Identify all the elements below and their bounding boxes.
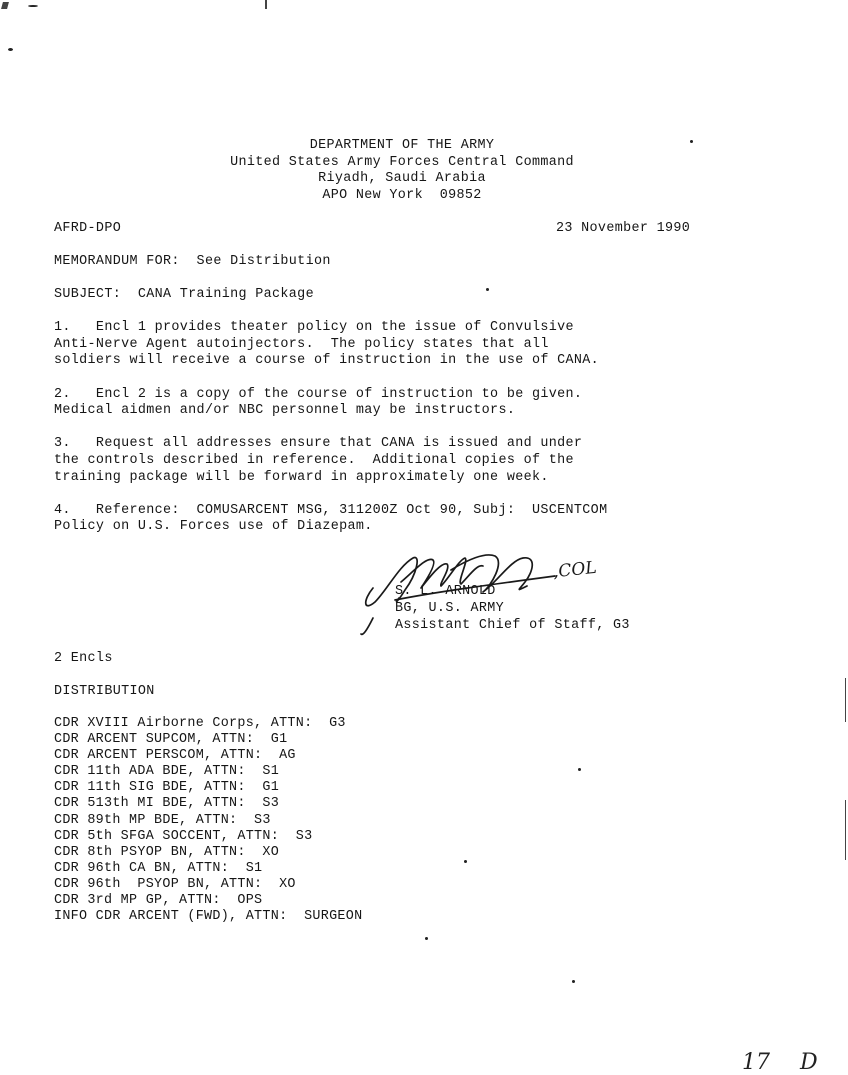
distribution-item: CDR 513th MI BDE, ATTN: S3 [54,796,280,812]
paragraph-2-line: Medical aidmen and/or NBC personnel may be instructors. [54,403,516,418]
signature-rank: BG, U.S. ARMY [395,601,505,616]
scan-edge-line [845,800,846,860]
distribution-item: INFO CDR ARCENT (FWD), ATTN: SURGEON [54,909,363,925]
handwritten-page-mark-b: D [800,1050,818,1075]
distribution-item: CDR ARCENT PERSCOM, ATTN: AG [54,748,296,764]
memo-subject: SUBJECT: CANA Training Package [54,287,314,302]
signature-name: S. L. ARNOLD [395,584,496,599]
distribution-item: CDR 11th ADA BDE, ATTN: S1 [54,764,280,780]
scan-speck [486,288,489,291]
distribution-heading: DISTRIBUTION [54,684,155,699]
handwritten-page-mark: 17 [742,1050,770,1075]
scan-speck [578,768,581,771]
distribution-item: CDR 11th SIG BDE, ATTN: G1 [54,780,280,796]
distribution-item: CDR ARCENT SUPCOM, ATTN: G1 [54,732,288,748]
scan-edge-line [845,678,846,722]
signature-handwritten-suffix: ,COL [552,557,598,583]
paragraph-3-line: 3. Request all addresses ensure that CANA is issued and under [54,436,583,451]
paragraph-2-line: 2. Encl 2 is a copy of the course of instruction to be given. [54,387,583,402]
scan-speck [690,140,693,143]
paragraph-3-line: the controls described in reference. Additional copies of the [54,453,574,468]
paragraph-1-line: 1. Encl 1 provides theater policy on the issue of Convulsive [54,320,574,335]
distribution-item: CDR 89th MP BDE, ATTN: S3 [54,812,271,828]
scan-tick-mark [265,0,267,9]
distribution-item: CDR 96th PSYOP BN, ATTN: XO [54,876,296,892]
paragraph-4-line: Policy on U.S. Forces use of Diazepam. [54,519,373,534]
scan-speck [8,48,13,51]
scan-speck [572,980,575,983]
signature-title: Assistant Chief of Staff, G3 [395,618,630,633]
paragraph-1-line: soldiers will receive a course of instruction in the use of CANA. [54,353,600,368]
enclosures-note: 2 Encls [54,651,113,666]
distribution-item: CDR XVIII Airborne Corps, ATTN: G3 [54,716,346,731]
paragraph-1-line: Anti-Nerve Agent autoinjectors. The policy states that all [54,337,549,352]
scan-speck [464,860,467,863]
distribution-item: CDR 8th PSYOP BN, ATTN: XO [54,844,280,860]
distribution-list [54,716,362,925]
paragraph-4-line: 4. Reference: COMUSARCENT MSG, 311200Z Oct 90, Subj: USCENTCOM [54,503,608,518]
scan-speck [425,937,428,940]
distribution-item: CDR 3rd MP GP, ATTN: OPS [54,893,263,909]
office-symbol: AFRD-DPO [54,221,122,236]
letterhead-department: DEPARTMENT OF THE ARMY [309,138,495,153]
memo-date: 23 November 1990 [556,221,691,236]
memorandum-for: MEMORANDUM FOR: See Distribution [54,254,331,269]
paragraph-3-line: training package will be forward in approximately one week. [54,470,549,485]
letterhead-command: United States Army Forces Central Command [230,155,574,170]
scan-corner-mark [1,2,9,9]
letterhead-city: Riyadh, Saudi Arabia [318,171,486,186]
distribution-item: CDR 96th CA BN, ATTN: S1 [54,860,263,876]
letterhead-apo: APO New York 09852 [322,188,482,203]
distribution-item: CDR 5th SFGA SOCCENT, ATTN: S3 [54,828,313,844]
scan-speck [28,5,38,7]
